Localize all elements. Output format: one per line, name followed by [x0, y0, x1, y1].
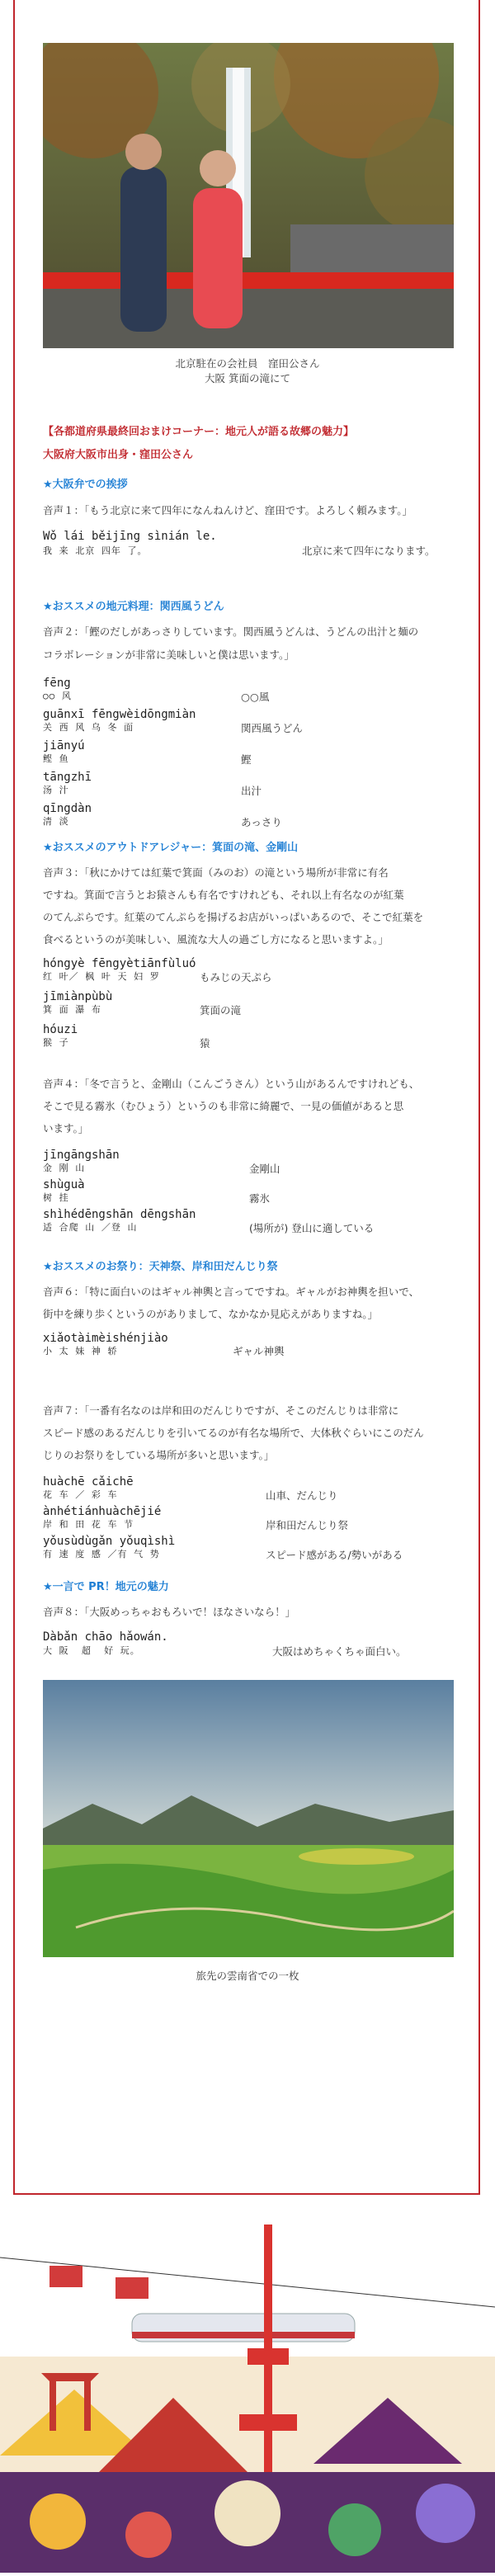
vocab-meaning: 出汁 [241, 785, 262, 797]
vocab-meaning: スピード感がある/勢いがある [266, 1549, 403, 1561]
s4-row6-pinyin: xiǎotàimèishénjiào [43, 1332, 168, 1345]
vocab-hanzi: 猴 子 [43, 1037, 69, 1048]
vocab-pinyin: jīngāngshān [43, 1149, 120, 1162]
vocab-row [43, 1475, 455, 1505]
s2-voice-a: 音声２：「鰹のだしがあっさりしています。関西風うどんは、うどんの出汁と麺の [43, 625, 419, 638]
s3-voice3-l4: 食べるというのが美味しい、風流な大人の過ごし方になると思いますよ。」 [43, 933, 389, 946]
vocab-meaning: 猿 [200, 1037, 210, 1050]
s3-voice4-l1: 音声４：「冬で言うと、金剛山（こんごうさん）という山があるんですけれども、 [43, 1078, 420, 1090]
vocab-hanzi: 岸 和 田 花 车 节 [43, 1519, 134, 1530]
vocab-hanzi: 金 刚 山 [43, 1163, 86, 1173]
vocab-hanzi: 有 速 度 感 ／有 气 势 [43, 1549, 160, 1559]
s4-voice7-l3: じりのお祭りをしている場所が多いと思います。」 [43, 1449, 275, 1461]
s1-heading: ★大阪弁での挨拶 [43, 479, 128, 491]
vocab-row [43, 1208, 455, 1238]
vocab-pinyin: shìhédēngshān dēngshān [43, 1208, 196, 1221]
vocab-hanzi: 箕 面 瀑 布 [43, 1004, 101, 1015]
vocab-meaning: (場所が) 登山に適している [249, 1222, 375, 1234]
vocab-row [43, 1023, 455, 1056]
vocab-hanzi: 汤 汁 [43, 785, 69, 795]
s4-voice7-l1: 音声７：「一番有名なのは岸和田のだんじりですが、そこのだんじりは非常に [43, 1404, 399, 1417]
person-name: 大阪府大阪市出身・窪田公さん [43, 449, 194, 461]
vocab-meaning: 岸和田だんじり祭 [266, 1519, 349, 1531]
s5-meaning: 大阪はめちゃくちゃ面白い。 [272, 1645, 407, 1658]
vocab-meaning: 金剛山 [249, 1163, 280, 1175]
s4-voice6-l2: 街中を練り歩くというのがありまして、なかなか見応えがありますね。」 [43, 1308, 379, 1320]
s1-voice: 音声１：「もう北京に来て四年になんねんけど、窪田です。よろしく頼みます。」 [43, 504, 413, 517]
vocab-pinyin: jīmiànpùbù [43, 990, 113, 1003]
s4-voice6-l1: 音声６：「特に面白いのはギャル神輿と言ってですね。ギャルがお神輿を担いで、 [43, 1286, 420, 1298]
s1-pinyin: Wǒ lái běijīng sìnián le. [43, 530, 217, 543]
vocab-row [43, 677, 455, 708]
vocab-hanzi: 清 淡 [43, 816, 69, 827]
s3-voice3-l2: ですね。箕面で言うとお猿さんも有名ですけれども、それ以上有名なのが紅葉 [43, 889, 404, 901]
vocab-hanzi: 红 叶／ 枫 叶 天 妇 罗 [43, 971, 160, 982]
vocab-row [43, 1535, 455, 1564]
vocab-meaning: 関西風うどん [241, 722, 304, 734]
s1-meaning: 北京に来て四年になります。 [302, 545, 436, 557]
vocab-hanzi: 关 西 风 乌 冬 面 [43, 722, 134, 733]
vocab-pinyin: yǒusùdùgǎn yǒuqìshì [43, 1535, 176, 1548]
vocab-pinyin: shùguà [43, 1178, 85, 1191]
yunnan-caption: 旅先の雲南省での一枚 [196, 1970, 299, 1982]
vocab-row [43, 990, 455, 1023]
vocab-row [43, 1505, 455, 1535]
vocab-meaning: 箕面の滝 [200, 1004, 242, 1017]
vocab-row [43, 957, 455, 990]
vocab-hanzi: ○○ 风 [43, 691, 72, 701]
s2-heading: ★おススメの地元料理：関西風うどん [43, 601, 224, 613]
vocab-meaning: 鰹 [241, 753, 252, 766]
vocab-row [43, 708, 455, 739]
japan-illustration [0, 2208, 495, 2573]
s5-pinyin: Dàbǎn chāo hǎowán. [43, 1630, 168, 1644]
s3-voice4-l3: います。」 [43, 1122, 89, 1135]
vocab-hanzi: 花 车 ／ 彩 车 [43, 1489, 118, 1500]
vocab-row [43, 802, 455, 833]
vocab-pinyin: huàchē cǎichē [43, 1475, 134, 1489]
waterfall-photo [43, 43, 454, 348]
vocab-pinyin: guānxī fēngwèidōngmiàn [43, 708, 196, 721]
vocab-meaning: 霧氷 [249, 1192, 271, 1205]
s5-voice: 音声８：「大阪めっちゃおもろいで！ほなさいなら！」 [43, 1606, 296, 1618]
s3-voice4-l2: そこで見る霧氷（むひょう）というのも非常に綺麗で、一見の価値があると思 [43, 1100, 404, 1112]
vocab-pinyin: fēng [43, 677, 71, 690]
vocab-pinyin: ànhétiánhuàchējié [43, 1505, 162, 1518]
s5-heading: ★一言で PR！地元の魅力 [43, 1581, 169, 1593]
vocab-row [43, 1178, 455, 1208]
vocab-row [43, 771, 455, 802]
s5-hanzi: 大 阪 超 好 玩。 [43, 1645, 140, 1656]
vocab-pinyin: hóngyè fēngyètiānfùluó [43, 957, 196, 970]
vocab-hanzi: 树 挂 [43, 1192, 69, 1203]
yunnan-photo [43, 1680, 454, 1957]
vocab-row [43, 739, 455, 771]
vocab-hanzi: 适 合爬 山 ／登 山 [43, 1222, 138, 1233]
vocab-pinyin: jiānyú [43, 739, 85, 753]
section-title: 【各都道府県最終回おまけコーナー：地元人が語る故郷の魅力】 [43, 426, 355, 438]
s2-voice-b: コラボレーションが非常に美味しいと僕は思います。」 [43, 649, 295, 661]
s1-hanzi: 我 来 北京 四年 了。 [43, 545, 148, 556]
vocab-row [43, 1149, 455, 1178]
vocab-meaning: ○○風 [241, 691, 270, 703]
s4-row6-meaning: ギャル神輿 [233, 1345, 285, 1357]
s4-row6-hanzi: 小 太 妹 神 轿 [43, 1346, 118, 1356]
vocab-meaning: もみじの天ぷら [200, 971, 272, 984]
s3-voice3-l3: のてんぷらです。紅葉のてんぷらを揚げるお店がいっぱいあるので、そこで紅葉を [43, 911, 424, 923]
vocab-pinyin: tāngzhī [43, 771, 92, 784]
vocab-meaning: 山車、だんじり [266, 1489, 338, 1502]
s4-voice7-l2: スピード感のあるだんじりを引いてるのが有名な場所で、大体秋ぐらいにこのだん [43, 1427, 424, 1439]
s3-heading: ★おススメのアウトドアレジャー：箕面の滝、金剛山 [43, 842, 299, 854]
vocab-hanzi: 鲣 鱼 [43, 753, 69, 764]
vocab-meaning: あっさり [241, 816, 282, 828]
s4-heading: ★おススメのお祭り：天神祭、岸和田だんじり祭 [43, 1261, 278, 1273]
vocab-pinyin: qīngdàn [43, 802, 92, 815]
photo-caption-line2: 大阪 箕面の滝にて [205, 372, 290, 385]
s3-voice3-l1: 音声３：「秋にかけては紅葉で箕面（みのお）の滝という場所が非常に有名 [43, 866, 389, 879]
vocab-pinyin: hóuzi [43, 1023, 78, 1036]
photo-caption-line1: 北京駐在の会社員 窪田公さん [175, 357, 320, 370]
